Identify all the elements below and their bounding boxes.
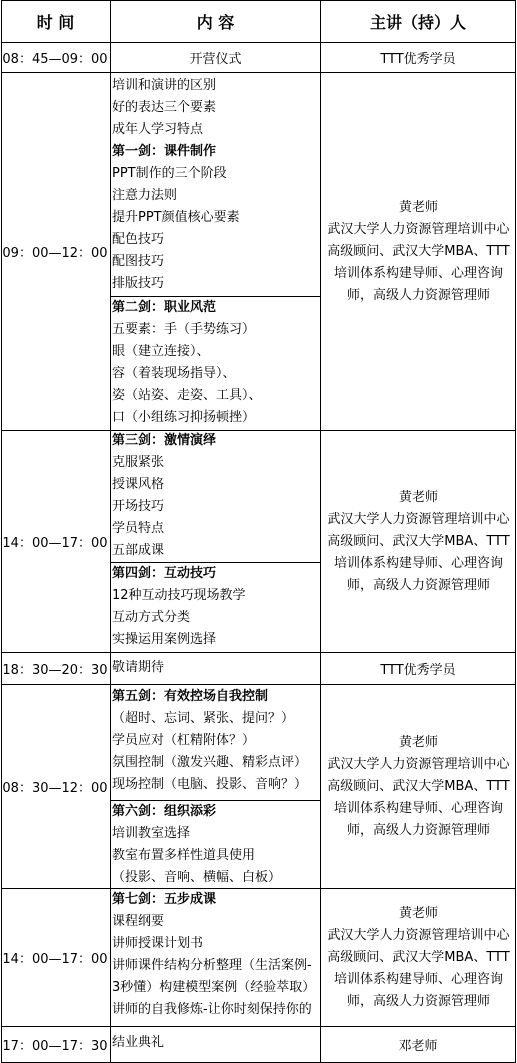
- content-line: 讲师授课计划书: [112, 936, 204, 951]
- section-heading: 第五剑：有效控场自我控制: [112, 689, 269, 704]
- content-line: 口（小组练习抑扬顿挫）: [112, 410, 256, 425]
- section-heading: 第三剑：激情演绎: [112, 433, 217, 448]
- content-line: 讲师课件结构分析整理（生活案例-: [112, 958, 312, 973]
- evening-content: 敬请期待: [112, 660, 165, 675]
- speaker-line: 师，高级人力资源管理师: [346, 822, 490, 838]
- block2-time: 14：00—17：00: [2, 536, 108, 551]
- content-line: 互动方式分类: [112, 610, 191, 625]
- block1-content-b: [112, 297, 317, 429]
- speaker-line: 师，高级人力资源管理师: [346, 287, 490, 303]
- closing-time: 17：00—17：30: [2, 1039, 108, 1054]
- content-line: 现场控制（电脑、投影、音响？）: [112, 777, 308, 792]
- content-line: 克服紧张: [112, 455, 165, 470]
- content-line: 3秒懂）构建模型案例（经验萃取）: [112, 980, 316, 995]
- speaker-line: 高级顾问、武汉大学MBA、TTT: [327, 533, 510, 549]
- speaker-line: 师，高级人力资源管理师: [346, 577, 490, 593]
- content-line: 好的表达三个要素: [112, 100, 217, 115]
- content-line: 学员应对（杠精附体？）: [112, 733, 256, 748]
- speaker-line: 高级顾问、武汉大学MBA、TTT: [327, 243, 510, 259]
- section-heading: 第六剑：组织添彩: [112, 804, 217, 819]
- block2-speaker: [321, 431, 516, 652]
- content-line: 氛围控制（激发兴趣、精彩点评）: [112, 755, 308, 770]
- speaker-line: 高级顾问、武汉大学MBA、TTT: [327, 949, 510, 965]
- block1-speaker: [321, 73, 516, 430]
- speaker-line: 黄老师: [398, 489, 438, 505]
- block3-time: 08：30—12：00: [2, 781, 108, 796]
- content-line: 讲师的自我修炼-让你时刻保持你的: [112, 1002, 312, 1017]
- header-speaker: 主讲（持）人: [369, 12, 466, 32]
- content-line: 配图技巧: [112, 254, 165, 269]
- opening-speaker: TTT优秀学员: [380, 52, 456, 67]
- content-line: 开场技巧: [112, 499, 165, 514]
- block3-content-a: [112, 686, 317, 796]
- section-heading: 第一剑：课件制作: [112, 144, 217, 159]
- content-line: 五要素：手（手势练习）: [112, 322, 256, 337]
- content-line: 课程纲要: [112, 914, 165, 929]
- block4-speaker: [321, 889, 516, 1026]
- content-line: 授课风格: [112, 477, 165, 492]
- closing-speaker: 邓老师: [398, 1039, 438, 1054]
- speaker-line: 培训体系构建导师、心理咨询: [333, 971, 503, 987]
- content-line: （投影、音响、横幅、白板）: [112, 870, 282, 885]
- speaker-line: 黄老师: [398, 734, 438, 750]
- content-line: PPT制作的三个阶段: [112, 166, 227, 181]
- block2-content-a: [112, 430, 317, 562]
- evening-speaker: TTT优秀学员: [380, 663, 456, 678]
- speaker-line: 武汉大学人力资源管理培训中心: [327, 756, 510, 772]
- content-line: 姿（站姿、走姿、工具）、: [112, 388, 262, 403]
- content-line: 提升PPT颜值核心要素: [112, 210, 240, 225]
- closing-content-cell: [112, 1032, 317, 1054]
- section-heading: 第二剑：职业风范: [112, 300, 217, 315]
- content-line: （超时、忘词、紧张、提问？）: [112, 711, 295, 726]
- block2-content-b: [112, 563, 317, 651]
- content-line: 培训教室选择: [112, 826, 191, 841]
- speaker-line: 培训体系构建导师、心理咨询: [333, 555, 503, 571]
- speaker-line: 武汉大学人力资源管理培训中心: [327, 927, 510, 943]
- opening-time: 08：45—09：00: [2, 52, 108, 67]
- content-line: 教室布置多样性道具使用: [112, 848, 256, 863]
- block4-content: [112, 889, 317, 1021]
- speaker-line: 培训体系构建导师、心理咨询: [333, 265, 503, 281]
- header-content: 内 容: [196, 12, 235, 32]
- evening-time: 18：30—20：30: [2, 663, 108, 678]
- content-line: 12种互动技巧现场教学: [112, 588, 246, 603]
- block3-speaker: [321, 685, 516, 888]
- speaker-line: 武汉大学人力资源管理培训中心: [327, 511, 510, 527]
- content-line: 注意力法则: [112, 188, 178, 203]
- section-heading: 第四剑：互动技巧: [112, 566, 217, 581]
- content-line: 学员特点: [112, 521, 165, 536]
- speaker-line: 黄老师: [398, 199, 438, 215]
- content-line: 培训和演讲的区别: [112, 78, 217, 93]
- closing-content: 结业典礼: [112, 1035, 165, 1050]
- section-heading: 第七剑：五步成课: [112, 892, 217, 907]
- speaker-line: 武汉大学人力资源管理培训中心: [327, 221, 510, 237]
- block4-time: 14：00—17：00: [2, 952, 108, 967]
- content-line: 五部成课: [112, 543, 165, 558]
- block1-content-a: [112, 75, 317, 295]
- speaker-line: 培训体系构建导师、心理咨询: [333, 800, 503, 816]
- column-divider: [110, 0, 111, 1063]
- speaker-line: 黄老师: [398, 905, 438, 921]
- content-line: 配色技巧: [112, 232, 165, 247]
- opening-content: 开营仪式: [189, 52, 242, 67]
- content-line: 实操运用案例选择: [112, 632, 217, 647]
- content-line: 容（着装现场指导）、: [112, 366, 236, 381]
- content-line: 眼（建立连接）、: [112, 344, 210, 359]
- header-time: 时 间: [36, 12, 75, 32]
- content-line: 排版技巧: [112, 276, 165, 291]
- speaker-line: 师，高级人力资源管理师: [346, 993, 490, 1009]
- speaker-line: 高级顾问、武汉大学MBA、TTT: [327, 778, 510, 794]
- evening-content-cell: [112, 657, 317, 679]
- content-line: 成年人学习特点: [112, 122, 204, 137]
- block3-content-b: [112, 801, 317, 889]
- block1-time: 09：00—12：00: [2, 246, 108, 261]
